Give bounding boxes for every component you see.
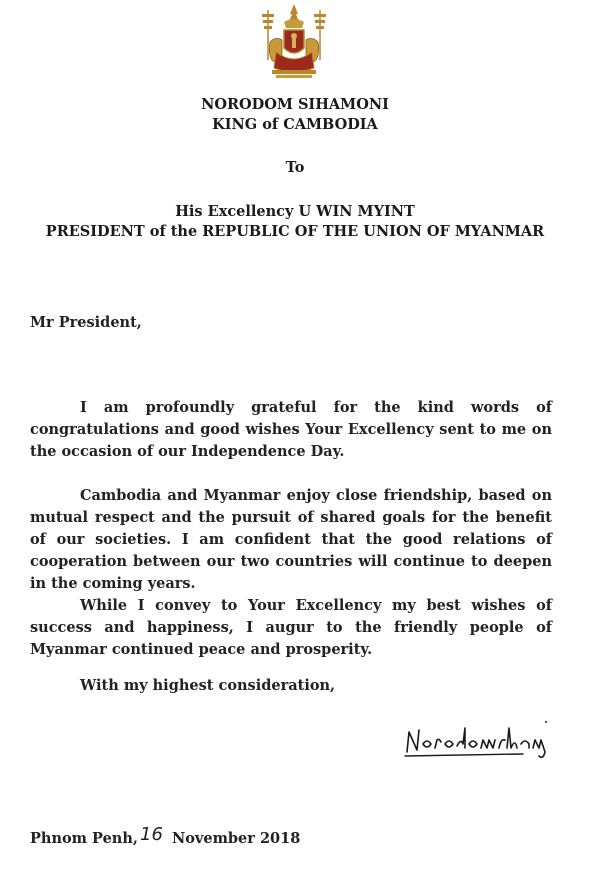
salutation: Mr President,: [30, 314, 142, 331]
closing: With my highest consideration,: [80, 677, 336, 694]
dateline-month-year: November 2018: [172, 830, 301, 847]
recipient-title: PRESIDENT of the REPUBLIC OF THE UNION OF MYANMAR: [45, 223, 545, 240]
to-label: To: [285, 159, 305, 176]
dateline-day: 16: [140, 824, 163, 845]
dateline-place: Phnom Penh,: [30, 830, 138, 847]
handwritten-signature-icon: [403, 718, 553, 762]
sender-title: KING of CAMBODIA: [212, 116, 378, 133]
paragraph-wishes: While I convey to Your Excellency my best wishes of success and happiness, I augur to the friendly people of Myanmar continued peace and prosperity.: [30, 597, 552, 658]
sender-name: NORODOM SIHAMONI: [201, 96, 389, 113]
paragraph-gratitude: I am profoundly grateful for the kind words of congratulations and good wishes Your Excellency sent to me on the occasion of our Independence Day.: [30, 399, 552, 460]
royal-crest-icon: [254, 2, 334, 82]
recipient-name: His Excellency U WIN MYINT: [175, 203, 415, 220]
paragraph-friendship: Cambodia and Myanmar enjoy close friendship, based on mutual respect and the pursuit of shared goals for the benefit of our societies. I am confident that the good relations of cooperation between our two countries will continue to deepen in the coming years.: [30, 487, 552, 592]
